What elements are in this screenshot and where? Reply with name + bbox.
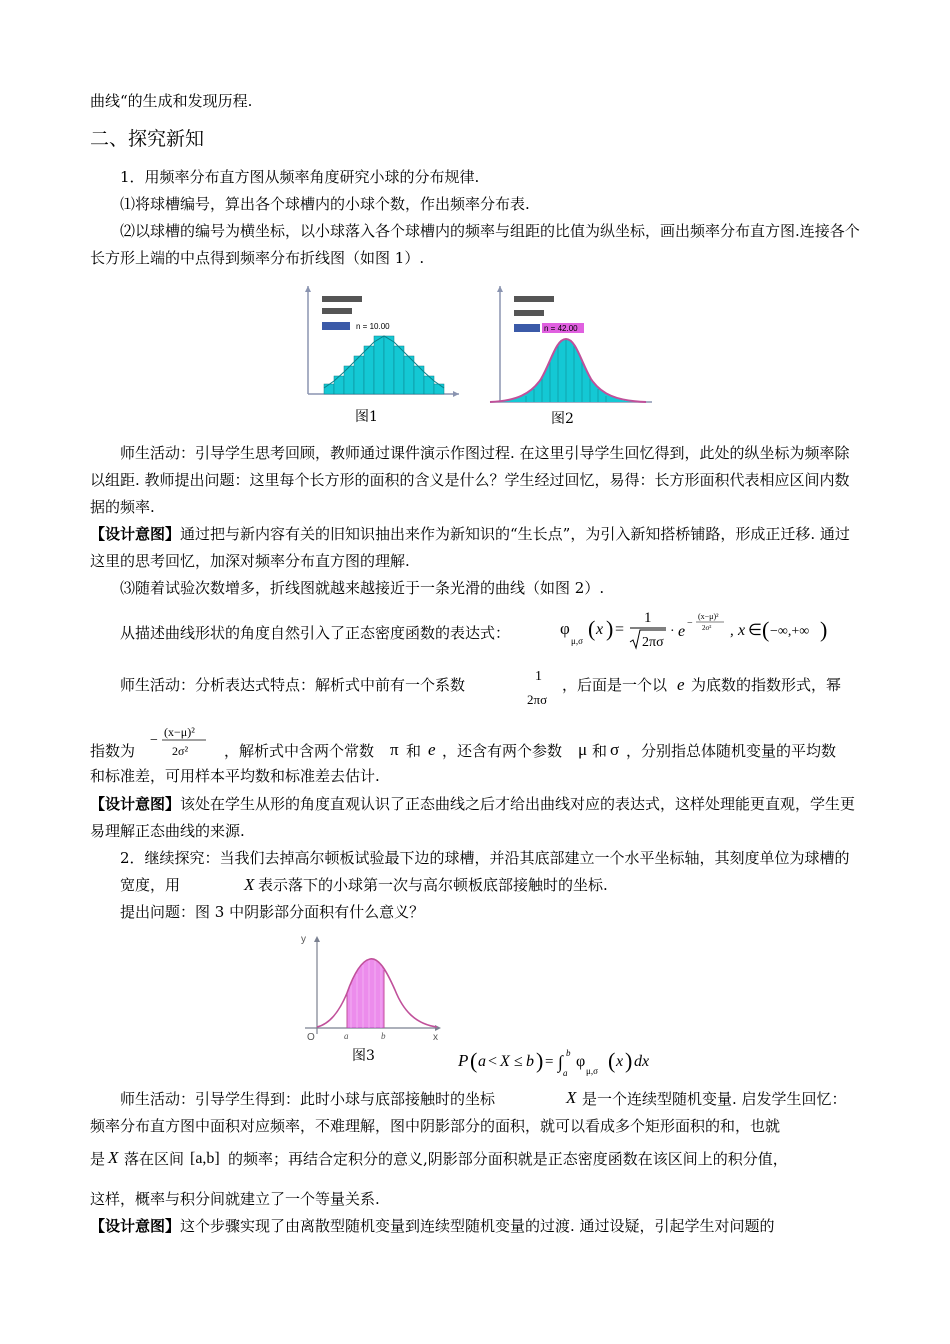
section-title: 二、探究新知: [90, 128, 205, 150]
svg-text:φ: φ: [560, 619, 570, 638]
svg-text:<: <: [488, 1053, 498, 1070]
activity-3-line2: 频率分布直方图中面积对应频率，不难理解，图中阴影部分的面积，就可以看成多个矩形面积的和，也就: [90, 1117, 781, 1135]
figure-3-integral: [295, 930, 445, 1042]
fig1-n-label: n = 10.00: [356, 322, 390, 331]
activity-3-line4: 这样，概率与积分间就建立了一个等量关系.: [90, 1190, 380, 1208]
exponent-fraction: [150, 722, 220, 762]
svg-text:b: b: [566, 1048, 571, 1058]
svg-text:∫: ∫: [558, 1052, 563, 1072]
density-formula: [558, 604, 848, 654]
fig3-x-label: x: [433, 1032, 438, 1042]
activity-2-line1: 师生活动：分析表达式特点：解析式中前有一个系数 1 2πσ ，后面是一个以 e 为底数的指数形式，幂: [90, 672, 860, 712]
svg-text:μ,σ: μ,σ: [586, 1066, 598, 1076]
svg-text:1: 1: [644, 610, 652, 626]
svg-text:=: =: [545, 1054, 554, 1070]
activity-2-line2: 指数为 − (x−μ)² 2σ² ，解析式中含两个常数 π 和 e ，还含有两个参数 μ 和 σ ，分别指总体随机变量的平均数: [90, 728, 860, 768]
svg-text:): ): [625, 1048, 633, 1073]
svg-text:φ: φ: [576, 1053, 586, 1070]
question: 提出问题：图 3 中阴影部分面积有什么意义？: [120, 903, 425, 921]
svg-text:(: (: [588, 616, 596, 641]
svg-text:x: x: [596, 621, 604, 638]
svg-text:dx: dx: [634, 1053, 650, 1070]
svg-text:(: (: [608, 1048, 616, 1073]
fig3-a-label: a: [344, 1031, 349, 1041]
item-2: 2．继续探究：当我们去掉高尔顿板试验最下边的球槽，并沿其底部建立一个水平坐标轴，其刻度单位为球槽的宽度，用 X 表示落下的小球第一次与高尔顿板底部接触时的坐标.: [120, 849, 850, 894]
activity-2-end: 和标准差，可用样本平均数和标准差去估计.: [90, 767, 380, 785]
svg-text:): ): [820, 617, 828, 642]
svg-text:P: P: [458, 1051, 469, 1070]
figure-2-curve: [486, 284, 656, 406]
svg-text:e: e: [678, 623, 686, 640]
design-intent-3: 【设计意图】这个步骤实现了由离散型随机变量到连续型随机变量的过渡. 通过设疑，引起学生对问题的: [90, 1217, 775, 1235]
probability-integral: [456, 1040, 676, 1080]
svg-text:1: 1: [535, 669, 542, 684]
svg-text:,: ,: [730, 623, 734, 639]
svg-text:2πσ: 2πσ: [642, 635, 664, 650]
item1-step1: ⑴将球槽编号，算出各个球槽内的小球个数，作出频率分布表.: [120, 195, 530, 213]
svg-text:a: a: [563, 1068, 568, 1078]
svg-text:): ): [606, 616, 614, 641]
item1-title: 1．用频率分布直方图从频率角度研究小球的分布规律.: [120, 168, 480, 186]
svg-text:=: =: [615, 621, 625, 638]
activity-3-line3: 是 X 落在区间 [a,b] 的频率；再结合定积分的意义,阴影部分面积就是正态密度函数在该区间上的积分值，: [90, 1148, 788, 1168]
svg-text:2πσ: 2πσ: [527, 692, 548, 707]
item1-step2: ⑵以球槽的编号为横坐标，以小球落入各个球槽内的频率与组距的比值为纵坐标，画出频率分布直方图.连接各个长方形上端的中点得到频率分布折线图（如图 1）.: [90, 222, 860, 267]
svg-text:≤: ≤: [514, 1053, 523, 1070]
intro-line: 曲线“的生成和发现历程.: [90, 92, 253, 110]
fig2-n-label: n = 42.00: [544, 324, 578, 333]
svg-text:−: −: [687, 618, 693, 629]
design-intent-2: 【设计意图】该处在学生从形的角度直观认识了正态曲线之后才给出曲线对应的表达式，这样处理能更直观，学生更易理解正态曲线的来源.: [90, 795, 856, 840]
svg-text:(x−μ)²: (x−μ)²: [698, 612, 719, 621]
svg-text:b: b: [526, 1053, 534, 1070]
svg-text:μ,σ: μ,σ: [571, 636, 583, 646]
svg-text:2σ²: 2σ²: [702, 624, 712, 632]
figure-1-histogram: [294, 284, 464, 404]
figure-3-caption: 图3: [352, 1048, 375, 1064]
svg-text:): ): [536, 1048, 544, 1073]
fig3-b-label: b: [381, 1031, 386, 1041]
svg-text:(x−μ)²: (x−μ)²: [164, 725, 195, 739]
svg-text:X: X: [500, 1053, 510, 1070]
svg-text:a: a: [478, 1053, 486, 1070]
svg-text:−: −: [150, 733, 158, 748]
svg-text:2σ²: 2σ²: [172, 744, 189, 758]
design-intent-1: 【设计意图】通过把与新内容有关的旧知识抽出来作为新知识的“生长点”，为引入新知搭桥铺路，形成正迁移. 通过这里的思考回忆，加深对频率分布直方图的理解.: [90, 525, 850, 570]
item1-step3: ⑶随着试验次数增多，折线图就越来越接近于一条光滑的曲线（如图 2）.: [120, 579, 605, 597]
coefficient-fraction: [523, 666, 557, 710]
activity-1: 师生活动：引导学生思考回顾，教师通过课件演示作图过程. 在这里引导学生回忆得到，此处的纵坐标为频率除以组距. 教师提出问题：这里每个长方形的面积的含义是什么？学生经过回忆，易得：长方形面积代表相应区间内数据的频率.: [90, 444, 850, 516]
fig3-o-label: O: [307, 1032, 315, 1042]
svg-text:−∞,+∞: −∞,+∞: [770, 624, 810, 639]
activity-3: 师生活动：引导学生得到：此时小球与底部接触时的坐标 X 是一个连续型随机变量. 启发学生回忆：: [120, 1088, 847, 1108]
fig3-y-label: y: [301, 934, 306, 945]
density-formula-line: 从描述曲线形状的角度自然引入了正态密度函数的表达式： φ μ,σ ( x ) = 1 2πσ · e − (x−μ)² 2σ² , x ∈ ( −∞,+∞ ): [120, 604, 860, 654]
svg-text:(: (: [762, 617, 770, 642]
svg-text:·: ·: [670, 624, 675, 639]
svg-text:x: x: [616, 1053, 624, 1070]
svg-text:∈: ∈: [748, 622, 762, 639]
figure-1-caption: 图1: [355, 409, 378, 425]
figure-2-caption: 图2: [551, 411, 574, 427]
svg-text:(: (: [470, 1048, 478, 1073]
svg-text:x: x: [738, 622, 746, 639]
